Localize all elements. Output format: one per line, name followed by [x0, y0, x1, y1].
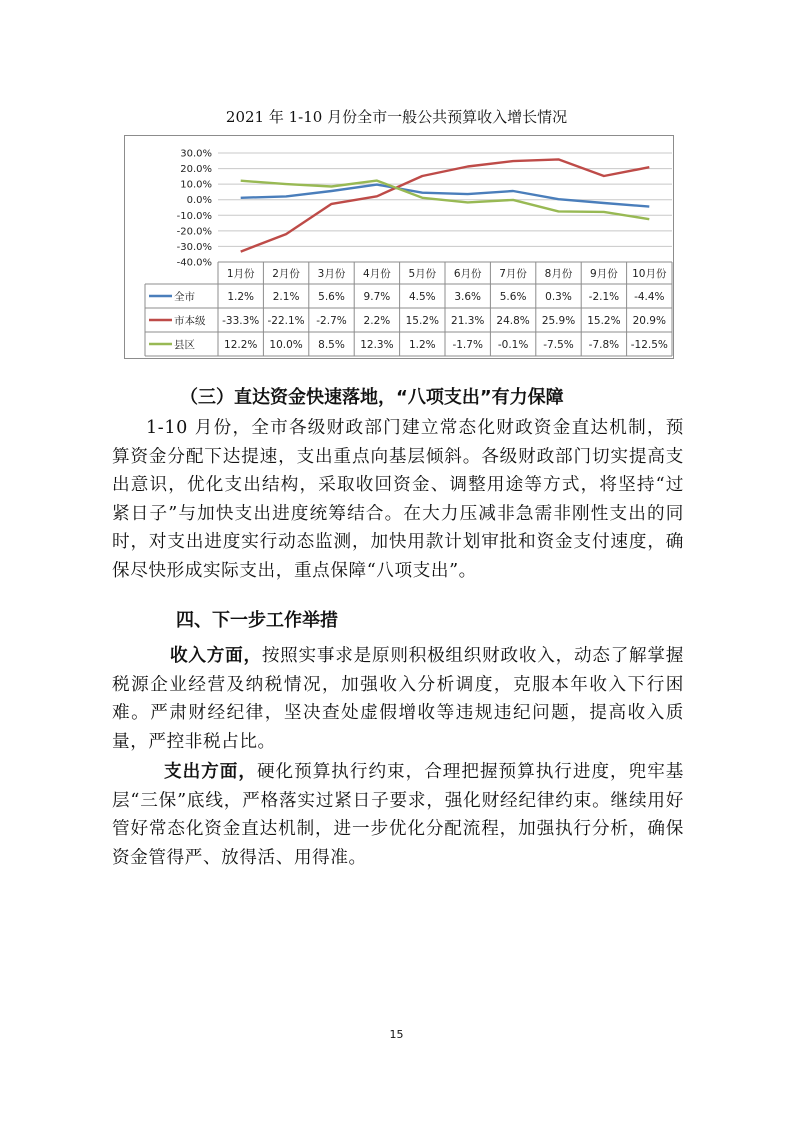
data-label: 0.3% — [545, 291, 572, 303]
data-label: 24.8% — [496, 315, 530, 327]
x-category-label: 2月份 — [272, 268, 300, 280]
x-category-label: 6月份 — [453, 268, 482, 280]
y-tick-label: 20.0% — [180, 164, 212, 176]
y-tick-label: 0.0% — [186, 195, 212, 207]
legend-label: 全市 — [174, 291, 195, 303]
y-tick-label: 30.0% — [180, 148, 212, 160]
data-label: 20.9% — [632, 315, 666, 327]
data-label: 5.6% — [499, 291, 527, 303]
line-chart — [125, 136, 673, 358]
page-number: 15 — [389, 1028, 404, 1041]
data-label: 9.7% — [363, 291, 391, 303]
data-label: 21.3% — [451, 315, 485, 327]
legend-label: 县区 — [174, 339, 195, 351]
x-category-label: 10月份 — [632, 268, 667, 280]
data-label: -0.1% — [497, 339, 529, 351]
expense-lead: 支出方面， — [164, 762, 257, 782]
section3-heading: （三）直达资金快速落地，“八项支出”有力保障 — [180, 387, 564, 408]
y-tick-label: -30.0% — [176, 241, 212, 253]
data-label: -1.7% — [452, 339, 483, 351]
data-label: -2.1% — [588, 291, 620, 303]
income-paragraph — [112, 642, 684, 756]
expense-paragraph — [112, 758, 684, 872]
data-label: 4.5% — [408, 291, 436, 303]
x-category-label: 3月份 — [317, 268, 346, 280]
data-label: 15.2% — [587, 315, 621, 327]
data-label: 5.6% — [318, 291, 345, 303]
data-label: -7.8% — [588, 339, 620, 351]
expense-body: 硬化预算执行约束，合理把握预算执行进度，兜牢基层“三保”底线，严格落实过紧日子要求，强化财经纪律约束。继续用好管好常态化资金直达机制，进一步优化分配流程，加强执行分析，确保资金管得严、放得活、用得准。 — [112, 762, 684, 868]
series-line-市本级 — [241, 159, 650, 251]
section4-heading: 四、下一步工作举措 — [176, 610, 338, 631]
data-label: 1.2% — [227, 291, 255, 303]
data-label: 2.1% — [272, 291, 300, 303]
data-label: -33.3% — [222, 315, 260, 327]
data-label: -12.5% — [630, 339, 668, 351]
data-label: 3.6% — [454, 291, 482, 303]
series-line-全市 — [241, 185, 650, 207]
data-label: 12.3% — [360, 339, 394, 351]
data-label: -7.5% — [543, 339, 574, 351]
data-label: -4.4% — [634, 291, 665, 303]
y-tick-label: 10.0% — [180, 179, 212, 191]
x-category-label: 8月份 — [544, 268, 573, 280]
data-label: -2.7% — [316, 315, 347, 327]
income-body: 按照实事求是原则积极组织财政收入，动态了解掌握税源企业经营及纳税情况，加强收入分析调度，克服本年收入下行困难。严肃财经纪律，坚决查处虚假增收等违规违纪问题，提高收入质量，严控非税占比。 — [112, 646, 684, 752]
data-label: 1.2% — [408, 339, 436, 351]
x-category-label: 9月份 — [590, 268, 618, 280]
data-label: 12.2% — [224, 339, 258, 351]
x-category-label: 7月份 — [499, 268, 527, 280]
y-tick-label: -20.0% — [176, 226, 212, 238]
data-label: 25.9% — [541, 315, 576, 327]
section3-paragraph: 1-10 月份，全市各级财政部门建立常态化财政资金直达机制，预算资金分配下达提速，支出重点向基层倾斜。各级财政部门切实提高支出意识，优化支出结构，采取收回资金、调整用途等方式，将坚持“过紧日子”与加快支出进度统筹结合。在大力压减非急需非刚性支出的同时，对支出进度实行动态监测，加快用款计划审批和资金支付速度，确保尽快形成实际支出，重点保障“八项支出”。 — [112, 418, 684, 581]
data-label: 8.5% — [318, 339, 345, 351]
x-category-label: 5月份 — [408, 268, 437, 280]
x-category-label: 1月份 — [226, 268, 255, 280]
chart-title: 2021 年 1-10 月份全市一般公共预算收入增长情况 — [225, 108, 568, 126]
y-tick-label: -10.0% — [176, 210, 212, 222]
data-label: 15.2% — [405, 315, 439, 327]
data-label: 10.0% — [269, 339, 303, 351]
income-lead: 收入方面， — [170, 646, 262, 666]
data-label: 2.2% — [363, 315, 391, 327]
data-label: -22.1% — [267, 315, 305, 327]
y-tick-label: -40.0% — [176, 257, 212, 269]
chart-frame — [124, 135, 674, 359]
legend-label: 市本级 — [174, 315, 206, 327]
x-category-label: 4月份 — [363, 268, 391, 280]
